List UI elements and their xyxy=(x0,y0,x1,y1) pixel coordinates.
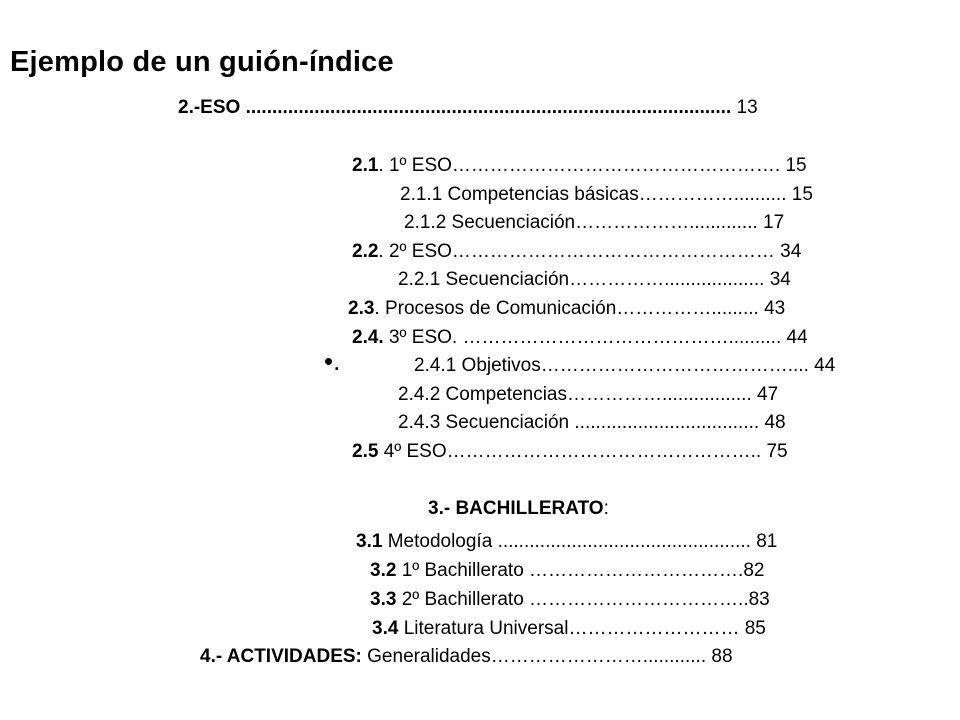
toc-text: 2º Bachillerato xyxy=(396,589,530,610)
toc-page: 47 xyxy=(757,384,779,405)
toc-leader: …………………………………….......... xyxy=(462,327,782,348)
toc-entry-2-1-1 xyxy=(400,183,813,207)
toc-text: 3º ESO. xyxy=(383,327,463,348)
toc-page: 85 xyxy=(744,618,766,639)
toc-number: 2.-ESO xyxy=(178,97,241,118)
toc-text: Generalidades xyxy=(361,646,491,667)
toc-page: 34 xyxy=(780,241,802,262)
toc-text: 2.1.2 Secuenciación xyxy=(404,212,576,233)
toc-entry-2-5 xyxy=(352,440,788,464)
toc-leader: …………….......... xyxy=(638,184,787,205)
toc-text: 2.4.2 Competencias xyxy=(398,384,567,405)
toc-page: 44 xyxy=(786,327,808,348)
toc-number: 3.1 xyxy=(356,531,383,552)
toc-leader: ……………................. xyxy=(567,384,752,405)
toc-number: 2.1 xyxy=(352,155,379,176)
toc-leader: ……………………………………………. xyxy=(451,155,781,176)
toc-entry-2-3 xyxy=(348,297,785,321)
toc-leader: ………………………………….... xyxy=(540,355,809,376)
bullet-mark: •. xyxy=(324,346,341,376)
toc-text: : xyxy=(603,498,609,519)
toc-entry-2-4-3 xyxy=(398,411,786,435)
toc-entry-2-2 xyxy=(352,240,801,264)
toc-number: 2.5 xyxy=(352,441,379,462)
toc-entry-2-1 xyxy=(352,154,807,178)
toc-number: 2.4. xyxy=(352,327,384,348)
toc-text: Literatura Universal xyxy=(398,618,569,639)
toc-entry-2-4-2 xyxy=(398,383,778,407)
toc-entry-2-1-2 xyxy=(404,211,784,235)
toc-page: 43 xyxy=(764,298,786,319)
toc-text: 2.1.1 Competencias básicas xyxy=(400,184,639,205)
toc-entry-2-4-1 xyxy=(414,354,835,378)
toc-text: . 2º ESO xyxy=(378,241,452,262)
toc-text: . Procesos de Comunicación xyxy=(374,298,617,319)
toc-entry-3-4 xyxy=(372,617,766,641)
toc-entry-2-2-1 xyxy=(398,268,791,292)
toc-page: 15 xyxy=(791,184,813,205)
toc-entry-3-1 xyxy=(356,530,777,554)
toc-page: 48 xyxy=(764,412,786,433)
toc-number: 3.2 xyxy=(370,560,397,581)
toc-page: 13 xyxy=(736,97,758,118)
toc-leader: ………………............. xyxy=(575,212,758,233)
toc-leader: ………………………………………….. xyxy=(446,441,762,462)
toc-leader: ................................................ xyxy=(497,531,751,552)
toc-page: 17 xyxy=(763,212,785,233)
toc-leader: ............................................................................................ xyxy=(240,97,732,118)
toc-leader: ……………......... xyxy=(616,298,759,319)
toc-text: 1º Bachillerato xyxy=(396,560,530,581)
toc-leader: …………………………….. xyxy=(529,589,749,610)
toc-page: 75 xyxy=(766,441,788,462)
toc-leader: ……………………............ xyxy=(490,646,707,667)
toc-entry-3-3 xyxy=(370,588,770,612)
toc-number: 3.4 xyxy=(372,618,399,639)
toc-number: 2.3 xyxy=(348,298,375,319)
toc-text: 2.4.3 Secuenciación xyxy=(398,412,570,433)
toc-number: 3.- BACHILLERATO xyxy=(428,498,604,519)
page-title: Ejemplo de un guión-índice xyxy=(10,46,394,78)
toc-text: . 1º ESO xyxy=(378,155,452,176)
toc-page: 81 xyxy=(756,531,778,552)
toc-text: 4º ESO xyxy=(378,441,447,462)
toc-text: Metodología xyxy=(382,531,498,552)
toc-leader: ……………................... xyxy=(569,269,765,290)
toc-page: 34 xyxy=(769,269,791,290)
toc-heading-bachillerato xyxy=(428,497,609,521)
toc-leader: ……………………… xyxy=(568,618,740,639)
toc-page: 82 xyxy=(743,560,765,581)
toc-leader: ……………………………. xyxy=(529,560,744,581)
toc-number: 4.- ACTIVIDADES: xyxy=(200,646,362,667)
toc-leader: …………………………………………… xyxy=(451,241,775,262)
toc-text: 2.4.1 Objetivos xyxy=(414,355,541,376)
toc-entry-actividades xyxy=(200,645,733,669)
toc-leader: ................................... xyxy=(569,412,760,433)
toc-page: 83 xyxy=(748,589,770,610)
toc-number: 3.3 xyxy=(370,589,397,610)
toc-entry-2-4 xyxy=(352,326,808,350)
toc-page: 44 xyxy=(814,355,836,376)
toc-number: 2.2 xyxy=(352,241,379,262)
toc-entry-3-2 xyxy=(370,559,764,583)
toc-page: 88 xyxy=(711,646,733,667)
toc-entry-eso xyxy=(178,96,758,120)
toc-page: 15 xyxy=(785,155,807,176)
toc-text: 2.2.1 Secuenciación xyxy=(398,269,570,290)
